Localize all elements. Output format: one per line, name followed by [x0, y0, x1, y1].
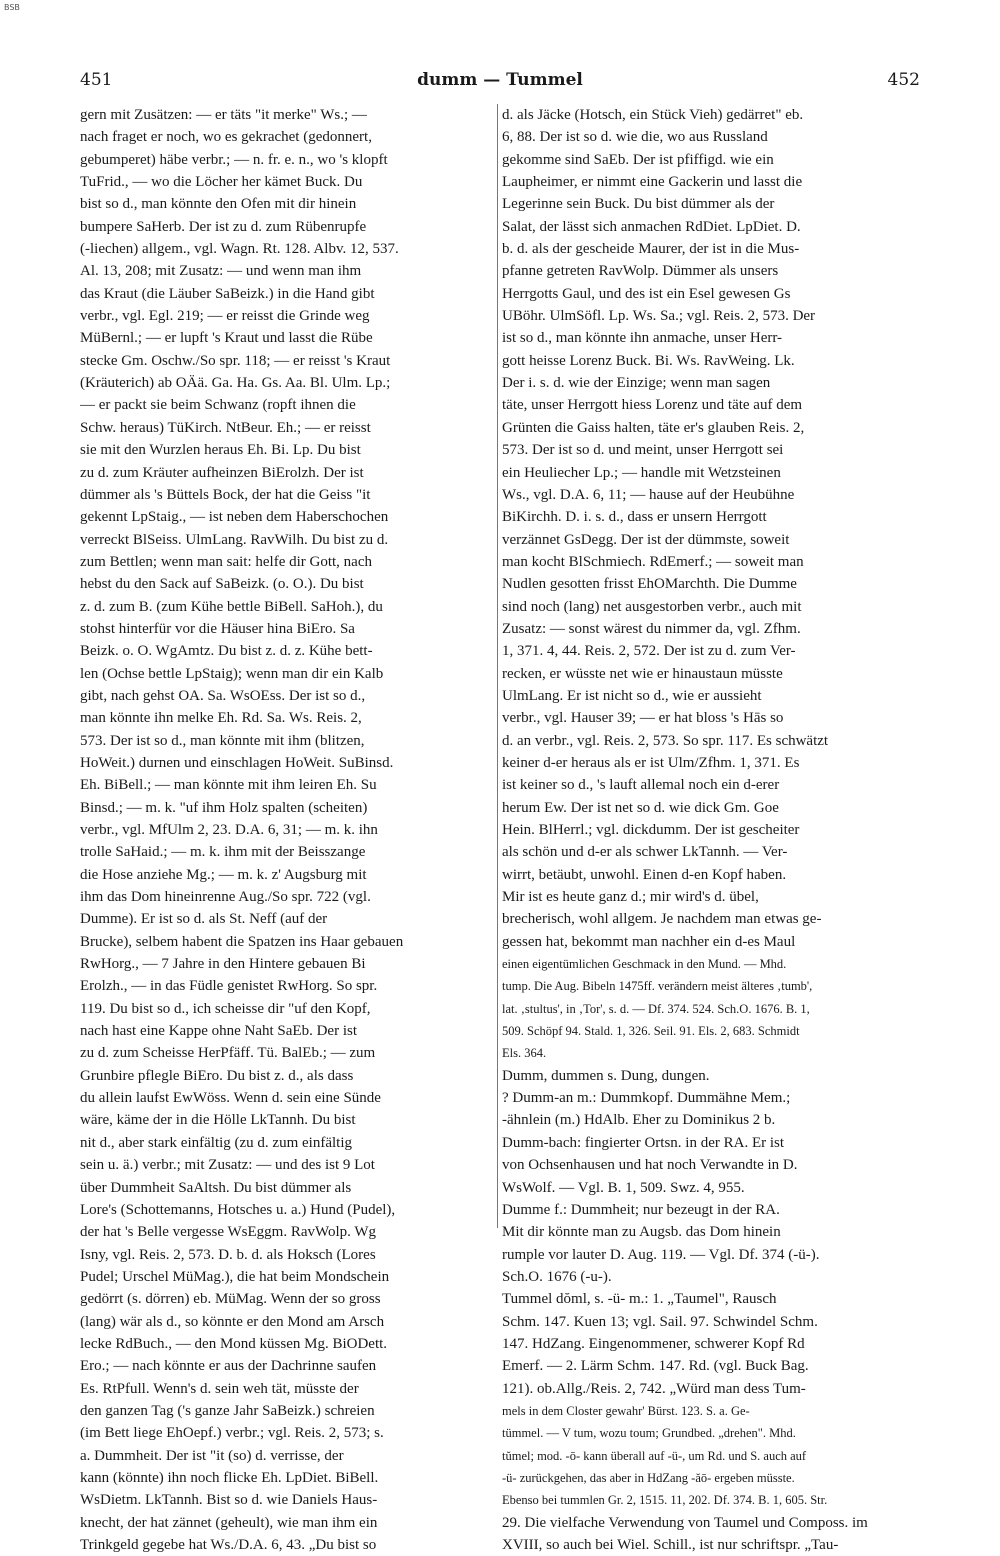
text-line: die Hose anziehe Mg.; — m. k. z' Augsburg mit	[80, 866, 367, 883]
text-line: keiner d-er heraus als er ist Ulm/Zfhm. 1, 371. Es	[502, 754, 800, 771]
text-line: man könnte ihn melke Eh. Rd. Sa. Ws. Reis. 2,	[80, 710, 362, 727]
text-line: man kocht BlSchmiech. RdEmerf.; — soweit man	[502, 553, 804, 570]
running-title: dumm — Tummel	[417, 70, 583, 90]
text-line: Al. 13, 208; mit Zusatz: — und wenn man ihm	[80, 263, 362, 280]
text-line: gedörrt (s. dörren) eb. MüMag. Wenn der so gross	[80, 1291, 381, 1308]
text-line: zu d. zum Scheisse HerPfäff. Tü. BalEb.; — zum	[80, 1045, 376, 1062]
text-line: Grunbire pflegle BiEro. Du bist z. d., als dass	[80, 1067, 354, 1084]
text-line: nit d., aber stark einfältig (zu d. zum einfältig	[80, 1134, 352, 1151]
text-line: gebumperet) häbe verbr.; — n. fr. e. n., wo 's klopft	[80, 151, 388, 168]
text-line: hebst du den Sack auf SaBeizk. (o. O.). Du bist	[80, 576, 364, 593]
text-line: tümmel. — V tum, wozu toum; Grundbed. „drehen". Mhd.	[502, 1426, 796, 1441]
text-line: Nudlen gesotten frisst EhOMarchth. Die Dumme	[502, 576, 797, 593]
text-line: gessen hat, bekommt man nachher ein d-es Maul	[502, 933, 796, 950]
text-line: Dumm-bach: fingierter Ortsn. in der RA. Er ist	[502, 1134, 785, 1151]
text-line: Der i. s. d. wie der Einzige; wenn man sagen	[502, 375, 771, 392]
text-line: (lang) wär als d., so könnte er den Mond am Arsch	[80, 1313, 385, 1330]
text-line: ist keiner so d., 's lauft allemal noch ein d-erer	[502, 777, 780, 794]
text-line: (-liechen) allgem., vgl. Wagn. Rt. 128. Albv. 12, 537.	[80, 241, 399, 258]
text-line: Emerf. — 2. Lärm Schm. 147. Rd. (vgl. Buck Bag.	[502, 1358, 809, 1375]
text-line: wäre, käme der in die Hölle LkTannh. Du bist	[80, 1112, 356, 1129]
text-line: Mir ist es heute ganz d.; mir wird's d. übel,	[502, 889, 759, 906]
text-line: pfanne getreten RavWolp. Dümmer als unsers	[502, 263, 779, 280]
text-line: Salat, der lässt sich anmachen RdDiet. LpDiet. D.	[502, 218, 801, 235]
text-line: Dumme). Er ist so d. als St. Neff (auf der	[80, 911, 328, 928]
text-line: Erolzh., — in das Füdle genistet RwHorg. So spr.	[80, 978, 378, 995]
page-number-right: 452	[887, 70, 920, 90]
text-line: XVIII, so auch bei Wiel. Schill., ist nur schriftspr. „Tau-	[502, 1537, 839, 1553]
text-line: Schm. 147. Kuen 13; vgl. Sail. 97. Schwindel Schm.	[502, 1313, 818, 1330]
text-line: verbr., vgl. MfUlm 2, 23. D.A. 6, 31; — m. k. ihn	[80, 822, 378, 838]
text-line: 119. Du bist so d., ich scheisse dir "uf den Kopf,	[80, 1000, 371, 1017]
text-line: Laupheimer, er nimmt eine Gackerin und lasst die	[502, 174, 803, 191]
text-line: ist so d., man könnte ihn anmache, unser Herr-	[502, 330, 783, 347]
text-line: Grünten die Gaiss halten, täte er's glauben Reis. 2,	[502, 419, 805, 436]
text-line: Schw. heraus) TüKirch. NtBeur. Eh.; — er reisst	[80, 419, 371, 436]
text-line: Ws., vgl. D.A. 6, 11; — hause auf der Heubühne	[502, 486, 795, 503]
text-line: 509. Schöpf 94. Stald. 1, 326. Seil. 91. Els. 2, 683. Schmidt	[502, 1024, 800, 1039]
text-line: d. an verbr., vgl. Reis. 2, 573. So spr. 117. Es schwätzt	[502, 732, 829, 749]
text-line: nach fraget er noch, wo es gekrachet (gedonnert,	[80, 129, 372, 146]
text-line: sie mit den Wurzlen heraus Eh. Bi. Lp. Du bist	[80, 442, 361, 459]
text-line: Hein. BlHerrl.; vgl. dickdumm. Der ist gescheiter	[502, 822, 800, 838]
text-line: Mit dir könnte man zu Augsb. das Dom hinein	[502, 1224, 781, 1241]
text-line: -ü- zurückgehen, das aber in HdZang -ăō- ergeben müsste.	[502, 1470, 795, 1485]
text-line: Eh. BiBell.; — man könnte mit ihm leiren Eh. Su	[80, 777, 377, 794]
text-line: MüBernl.; — er lupft 's Kraut und lasst die Rübe	[80, 330, 373, 347]
text-line: (im Bett liege EhOepf.) verbr.; vgl. Reis. 2, 573; s.	[80, 1425, 384, 1442]
text-line: 147. HdZang. Eingenommener, schwerer Kopf Rd	[502, 1335, 805, 1352]
text-line: Els. 364.	[502, 1046, 547, 1061]
text-line: Zusatz: — sonst wärest du nimmer da, vgl. Zfhm.	[502, 620, 801, 637]
text-line: -ähnlein (m.) HdAlb. Eher zu Dominikus 2 b.	[502, 1112, 776, 1129]
text-line: Ebenso bei tummlen Gr. 2, 1515. 11, 202. Df. 374. B. 1, 605. Str.	[502, 1493, 828, 1508]
text-line: Sch.O. 1676 (-u-).	[502, 1268, 612, 1285]
text-line: Es. RtPfull. Wenn's d. sein weh tät, müsste der	[80, 1380, 359, 1397]
text-line: sind noch (lang) net ausgestorben verbr., auch mit	[502, 598, 802, 615]
text-line: dümmer als 's Büttels Bock, der hat die Geiss "it	[80, 486, 371, 503]
text-line: verzännet GsDegg. Der ist der dümmste, soweit	[502, 531, 790, 548]
text-line: — er packt sie beim Schwanz (ropft ihnen die	[80, 397, 356, 414]
text-line: Trinkgeld gegebe hat Ws./D.A. 6, 43. „Du bist so	[80, 1537, 377, 1553]
text-line: herum Ew. Der ist net so d. wie dick Gm. Goe	[502, 799, 779, 816]
text-line: stohst hinterfür vor die Häuser hina BiEro. Sa	[80, 620, 355, 637]
text-line: Brucke), selbem habent die Spatzen ins Haar gebauen	[80, 933, 404, 950]
text-line: Isny, vgl. Reis. 2, 573. D. b. d. als Hoksch (Lores	[80, 1246, 376, 1263]
text-line: von Ochsenhausen und hat noch Verwandte in D.	[502, 1157, 798, 1174]
text-line: Beizk. o. O. WgAmtz. Du bist z. d. z. Kühe bett-	[80, 643, 373, 660]
text-line: 573. Der ist so d. und meint, unser Herrgott sei	[502, 442, 784, 459]
text-line: gott heisse Lorenz Buck. Bi. Ws. RavWeing. Lk.	[502, 352, 795, 369]
text-line: zu d. zum Kräuter aufheinzen BiErolzh. Der ist	[80, 464, 364, 481]
text-line: rumple vor lauter D. Aug. 119. — Vgl. Df. 374 (-ü-).	[502, 1246, 820, 1263]
text-line: bist so d., man könnte den Ofen mit dir hinein	[80, 196, 357, 213]
text-line: z. d. zum B. (zum Kühe bettle BiBell. SaHoh.), du	[80, 598, 383, 615]
text-line: verreckt BlSeiss. UlmLang. RavWilh. Du bist zu d.	[80, 531, 389, 548]
text-line: 573. Der ist so d., man könnte mit ihm (blitzen,	[80, 732, 365, 749]
left-text-column	[80, 104, 498, 1556]
text-line: Binsd.; — m. k. "uf ihm Holz spalten (scheiten)	[80, 799, 368, 816]
text-line: als schön und d-er als schwer LkTannh. — Ver-	[502, 844, 788, 861]
text-line: (Kräuterich) ab OÄä. Ga. Ha. Gs. Aa. Bl. Ulm. Lp.;	[80, 375, 391, 392]
text-line: verbr., vgl. Egl. 219; — er reisst die Grinde weg	[80, 308, 370, 325]
text-line: HoWeit.) durnen und einschlagen HoWeit. SuBinsd.	[80, 754, 394, 771]
text-line: ihm das Dom hineinrenne Aug./So spr. 722 (vgl.	[80, 889, 371, 906]
text-line: zum Bettlen; wenn man sait: helfe dir Gott, nach	[80, 553, 373, 570]
text-line: WsDietm. LkTannh. Bist so d. wie Daniels Haus-	[80, 1492, 378, 1509]
text-line: 6, 88. Der ist so d. wie die, wo aus Russland	[502, 129, 768, 146]
text-line: lat. ‚stultus', in ‚Tor', s. d. — Df. 374. 524. Sch.O. 1676. B. 1,	[502, 1001, 810, 1016]
text-line: a. Dummheit. Der ist "it (so) d. verrisse, der	[80, 1447, 344, 1464]
text-line: Legerinne sein Buck. Du bist dümmer als der	[502, 196, 775, 213]
text-line: Dumme f.: Dummheit; nur bezeugt in der RA.	[502, 1201, 780, 1218]
text-line: gibt, nach gehst OA. Sa. WsOEss. Der ist so d.,	[80, 687, 366, 704]
page-number-left: 451	[80, 70, 113, 90]
text-line: der hat 's Belle vergesse WsEggm. RavWolp. Wg	[80, 1224, 377, 1241]
text-line: Ero.; — nach könnte er aus der Dachrinne saufen	[80, 1358, 377, 1375]
text-line: sein u. ä.) verbr.; mit Zusatz: — und des ist 9 Lot	[80, 1157, 375, 1174]
text-line: wirrt, betäubt, unwohl. Einen d-en Kopf haben.	[502, 866, 787, 883]
right-text-column	[502, 104, 920, 1556]
text-line: täte, unser Herrgott hiess Lorenz und täte auf dem	[502, 397, 803, 414]
page-header	[80, 70, 920, 94]
text-line: 1, 371. 4, 44. Reis. 2, 572. Der ist zu d. zum Ver-	[502, 643, 796, 660]
text-line: BiKirchh. D. i. s. d., dass er unsern Herrgott	[502, 509, 767, 526]
text-line: kann (könnte) ihn noch flicke Eh. LpDiet. BiBell.	[80, 1469, 379, 1486]
text-line: Pudel; Urschel MüMag.), die hat beim Mondschein	[80, 1268, 390, 1285]
text-line: du allein laufst EwWöss. Wenn d. sein eine Sünde	[80, 1090, 381, 1107]
text-line: nach hast eine Kappe ohne Naht SaEb. Der ist	[80, 1023, 357, 1040]
text-line: knecht, der hat zännet (geheult), wie man ihm ein	[80, 1514, 378, 1531]
text-line: trolle SaHaid.; — m. k. ihm mit der Beisszange	[80, 844, 366, 861]
text-line: Lore's (Schottemanns, Hotsches u. a.) Hund (Pudel),	[80, 1201, 396, 1218]
text-line: einen eigentümlichen Geschmack in den Mund. — Mhd.	[502, 957, 787, 972]
text-line: verbr., vgl. Hauser 39; — er hat bloss 's Hās so	[502, 710, 784, 727]
library-corner-mark: BSB	[4, 3, 20, 12]
text-line: len (Ochse bettle LpStaig); wenn man dir ein Kalb	[80, 665, 384, 682]
text-line: gekomme sind SaEb. Der ist pfiffigd. wie ein	[502, 151, 774, 168]
text-line: ? Dumm-an m.: Dummkopf. Dummähne Mem.;	[502, 1090, 791, 1107]
text-line: mels in dem Closter gewahr' Bürst. 123. S. a. Ge-	[502, 1403, 750, 1418]
text-line: tŭmel; mod. -ō- kann überall auf -ü-, um Rd. und S. auch auf	[502, 1448, 807, 1463]
text-line: b. d. als der gescheide Maurer, der ist in die Mus-	[502, 241, 800, 258]
text-line: Herrgotts Gaul, und des ist ein Esel gewesen Gs	[502, 285, 791, 302]
text-line: das Kraut (die Läuber SaBeizk.) in die Hand gibt	[80, 285, 375, 302]
text-line: ein Heuliecher Lp.; — handle mit Wetzsteinen	[502, 464, 781, 481]
text-line: über Dummheit SaAltsh. Du bist dümmer als	[80, 1179, 352, 1196]
text-line: brecherisch, wohl allgem. Je nachdem man etwas ge-	[502, 911, 822, 928]
text-line: d. als Jäcke (Hotsch, ein Stück Vieh) gedärret" eb.	[502, 107, 804, 123]
text-line: gern mit Zusätzen: — er täts "it merke" Ws.; —	[80, 107, 367, 123]
text-line: recken, er wüsste net wie er hinaustaun müsste	[502, 665, 783, 682]
text-line: Tummel dŏml, s. -ü- m.: 1. „Taumel", Rausch	[502, 1291, 777, 1308]
column-divider	[497, 104, 498, 1228]
text-line: 29. Die vielfache Verwendung von Taumel und Composs. im	[502, 1514, 868, 1531]
text-line: RwHorg., — 7 Jahre in den Hintere gebauen Bi	[80, 956, 366, 973]
text-line: gekennt LpStaig., — ist neben dem Haberschochen	[80, 509, 389, 526]
text-line: lecke RdBuch., — den Mond küssen Mg. BiODett.	[80, 1335, 388, 1352]
text-line: den ganzen Tag ('s ganze Jahr SaBeizk.) schreien	[80, 1402, 375, 1419]
text-line: Dumm, dummen s. Dung, dungen.	[502, 1067, 710, 1084]
text-line: UBöhr. UlmSöfl. Lp. Ws. Sa.; vgl. Reis. 2, 573. Der	[502, 308, 816, 325]
text-line: 121). ob.Allg./Reis. 2, 742. „Würd man dess Tum-	[502, 1380, 806, 1397]
text-line: stecke Gm. Oschw./So spr. 118; — er reisst 's Kraut	[80, 352, 391, 369]
text-line: tump. Die Aug. Bibeln 1475ff. verändern meist älteres ‚tumb',	[502, 979, 813, 994]
text-line: bumpere SaHerb. Der ist zu d. zum Rübenrupfe	[80, 218, 367, 235]
text-line: WsWolf. — Vgl. B. 1, 509. Swz. 4, 955.	[502, 1179, 745, 1196]
text-line: UlmLang. Er ist nicht so d., wie er aussieht	[502, 687, 762, 704]
text-line: TuFrid., — wo die Löcher her kämet Buck. Du	[80, 174, 363, 191]
